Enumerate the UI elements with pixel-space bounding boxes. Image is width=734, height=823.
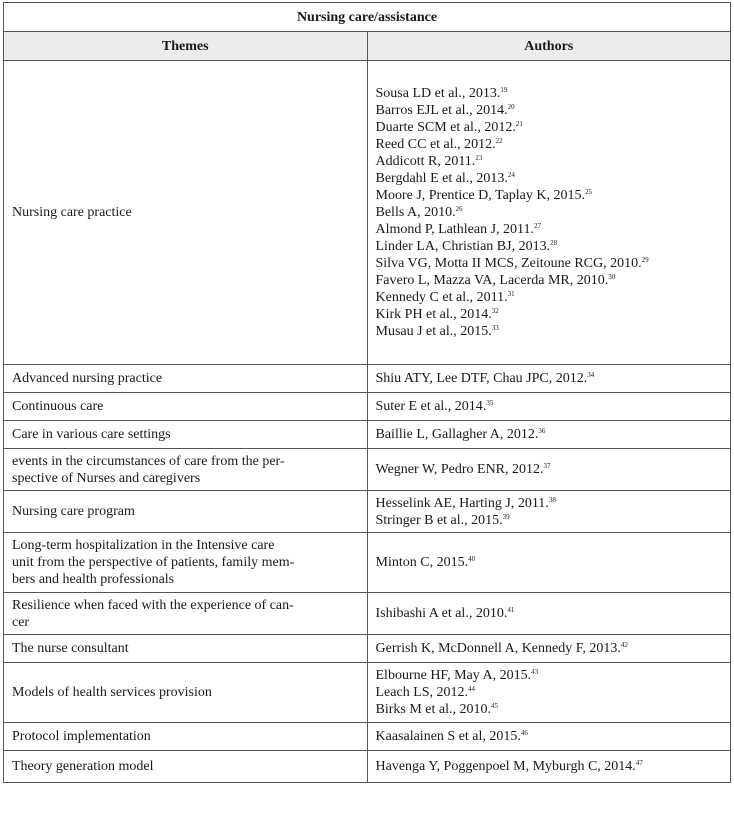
table-row — [4, 393, 731, 421]
author-text: Leach LS, 2012. — [375, 685, 469, 700]
author-citation — [376, 512, 723, 529]
author-citation — [376, 495, 723, 512]
reference-number: 32 — [491, 307, 499, 315]
reference-number: 31 — [507, 290, 515, 298]
reference-number: 23 — [475, 154, 483, 162]
author-citation — [376, 221, 723, 238]
reference-number: 24 — [507, 171, 515, 179]
caption-row — [4, 3, 731, 32]
author-text: Shiu ATY, Lee DTF, Chau JPC, 2012. — [375, 371, 588, 386]
author-citation — [376, 272, 723, 289]
author-text: Hesselink AE, Harting J, 2011. — [375, 495, 549, 511]
reference-number: 30 — [608, 273, 616, 281]
reference-number: 45 — [491, 702, 498, 710]
author-text: Bells A, 2010. — [375, 205, 456, 220]
theme-cell: The nurse consultant — [4, 635, 368, 663]
table-row — [4, 593, 731, 635]
table-row — [4, 663, 731, 723]
theme-cell: Theory generation model — [4, 751, 368, 783]
table-row — [4, 491, 731, 533]
author-citation — [376, 255, 723, 272]
authors-cell — [367, 663, 731, 723]
theme-cell: events in the circumstances of care from the per- spective of Nurses and caregivers — [4, 449, 368, 491]
author-citation — [376, 85, 723, 102]
reference-number: 20 — [507, 103, 515, 111]
table-row — [4, 61, 731, 365]
reference-number: 19 — [500, 86, 508, 94]
author-citation — [376, 701, 723, 718]
author-citation — [376, 728, 723, 745]
author-text: Silva VG, Motta II MCS, Zeitoune RCG, 2010. — [375, 256, 642, 271]
authors-cell — [367, 449, 731, 491]
reference-number: 26 — [455, 205, 463, 213]
author-citation — [376, 136, 723, 153]
authors-cell — [367, 393, 731, 421]
author-text: Minton C, 2015. — [375, 555, 469, 570]
theme-cell: Continuous care — [4, 393, 368, 421]
author-text: Barros EJL et al., 2014. — [375, 103, 508, 118]
author-text: Moore J, Prentice D, Taplay K, 2015. — [375, 188, 586, 203]
author-citation — [376, 102, 723, 119]
reference-number: 42 — [620, 641, 628, 649]
author-citation — [376, 306, 723, 323]
authors-cell — [367, 61, 731, 365]
author-citation — [376, 170, 723, 187]
reference-number: 38 — [548, 495, 556, 504]
author-citation — [376, 640, 723, 657]
authors-cell — [367, 723, 731, 751]
author-citation — [376, 153, 723, 170]
reference-number: 41 — [507, 606, 515, 614]
author-text: Ishibashi A et al., 2010. — [375, 606, 508, 621]
author-citation — [376, 667, 723, 684]
author-citation — [376, 187, 723, 204]
author-citation — [376, 398, 723, 415]
theme-cell: Nursing care program — [4, 491, 368, 533]
author-text: Kennedy C et al., 2011. — [375, 290, 508, 305]
author-text: Elbourne HF, May A, 2015. — [375, 668, 532, 683]
reference-number: 33 — [491, 324, 499, 332]
authors-cell — [367, 421, 731, 449]
author-citation — [376, 426, 723, 443]
reference-number: 27 — [534, 222, 542, 230]
author-text: Musau J et al., 2015. — [375, 324, 492, 339]
author-citation — [376, 605, 723, 622]
header-row — [4, 32, 731, 61]
author-text: Addicott R, 2011. — [375, 154, 476, 169]
theme-cell: Models of health services provision — [4, 663, 368, 723]
author-text: Bergdahl E et al., 2013. — [375, 171, 508, 186]
author-text: Sousa LD et al., 2013. — [375, 86, 501, 101]
author-text: Kaasalainen S et al, 2015. — [375, 729, 521, 744]
theme-cell: Long-term hospitalization in the Intensive care unit from the perspective of patients, family mem- bers and health professionals — [4, 533, 368, 593]
author-text: Stringer B et al., 2015. — [375, 512, 503, 528]
author-citation — [376, 119, 723, 136]
theme-cell: Resilience when faced with the experience of can- cer — [4, 593, 368, 635]
author-text: Baillie L, Gallagher A, 2012. — [375, 427, 539, 442]
author-text: Linder LA, Christian BJ, 2013. — [375, 239, 551, 254]
theme-cell: Nursing care practice — [4, 61, 368, 365]
author-citation — [376, 323, 723, 340]
author-citation — [376, 204, 723, 221]
table-row — [4, 421, 731, 449]
reference-number: 43 — [531, 668, 539, 676]
reference-number: 25 — [585, 188, 593, 196]
author-text: Gerrish K, McDonnell A, Kennedy F, 2013. — [375, 641, 621, 656]
author-text: Havenga Y, Poggenpoel M, Myburgh C, 2014. — [375, 759, 636, 774]
authors-cell — [367, 593, 731, 635]
authors-cell — [367, 491, 731, 533]
table-row — [4, 533, 731, 593]
author-text: Almond P, Lathlean J, 2011. — [375, 222, 535, 237]
reference-number: 22 — [495, 137, 503, 145]
table-row — [4, 723, 731, 751]
reference-number: 44 — [468, 685, 476, 693]
table-row — [4, 635, 731, 663]
author-citation — [376, 684, 723, 701]
author-text: Wegner W, Pedro ENR, 2012. — [375, 462, 544, 477]
themes-header: Themes — [4, 32, 368, 61]
reference-number: 29 — [641, 256, 649, 264]
authors-cell — [367, 365, 731, 393]
reference-number: 28 — [550, 239, 558, 247]
author-text: Suter E et al., 2014. — [375, 399, 487, 414]
table-row — [4, 751, 731, 783]
reference-number: 34 — [587, 371, 595, 379]
author-citation — [376, 289, 723, 306]
table-caption: Nursing care/assistance — [4, 3, 731, 32]
theme-cell: Protocol implementation — [4, 723, 368, 751]
reference-number: 39 — [502, 512, 510, 521]
authors-header: Authors — [367, 32, 731, 61]
reference-number: 40 — [468, 555, 476, 563]
author-citation — [376, 238, 723, 255]
author-text: Birks M et al., 2010. — [375, 702, 491, 717]
theme-cell: Care in various care settings — [4, 421, 368, 449]
reference-number: 46 — [520, 729, 528, 737]
reference-number: 35 — [486, 399, 494, 407]
author-citation — [376, 370, 723, 387]
reference-number: 36 — [538, 427, 546, 435]
reference-number: 47 — [635, 759, 643, 767]
theme-cell: Advanced nursing practice — [4, 365, 368, 393]
reference-number: 21 — [515, 120, 523, 128]
table-row — [4, 365, 731, 393]
literature-table — [3, 2, 731, 783]
reference-number: 37 — [543, 462, 551, 470]
author-text: Favero L, Mazza VA, Lacerda MR, 2010. — [375, 273, 609, 288]
author-citation — [376, 554, 723, 571]
author-text: Reed CC et al., 2012. — [375, 137, 496, 152]
table-row — [4, 449, 731, 491]
authors-cell — [367, 751, 731, 783]
author-text: Kirk PH et al., 2014. — [375, 307, 492, 322]
author-citation — [376, 758, 723, 775]
authors-cell — [367, 533, 731, 593]
authors-cell — [367, 635, 731, 663]
author-citation — [376, 461, 723, 478]
author-text: Duarte SCM et al., 2012. — [375, 120, 516, 135]
